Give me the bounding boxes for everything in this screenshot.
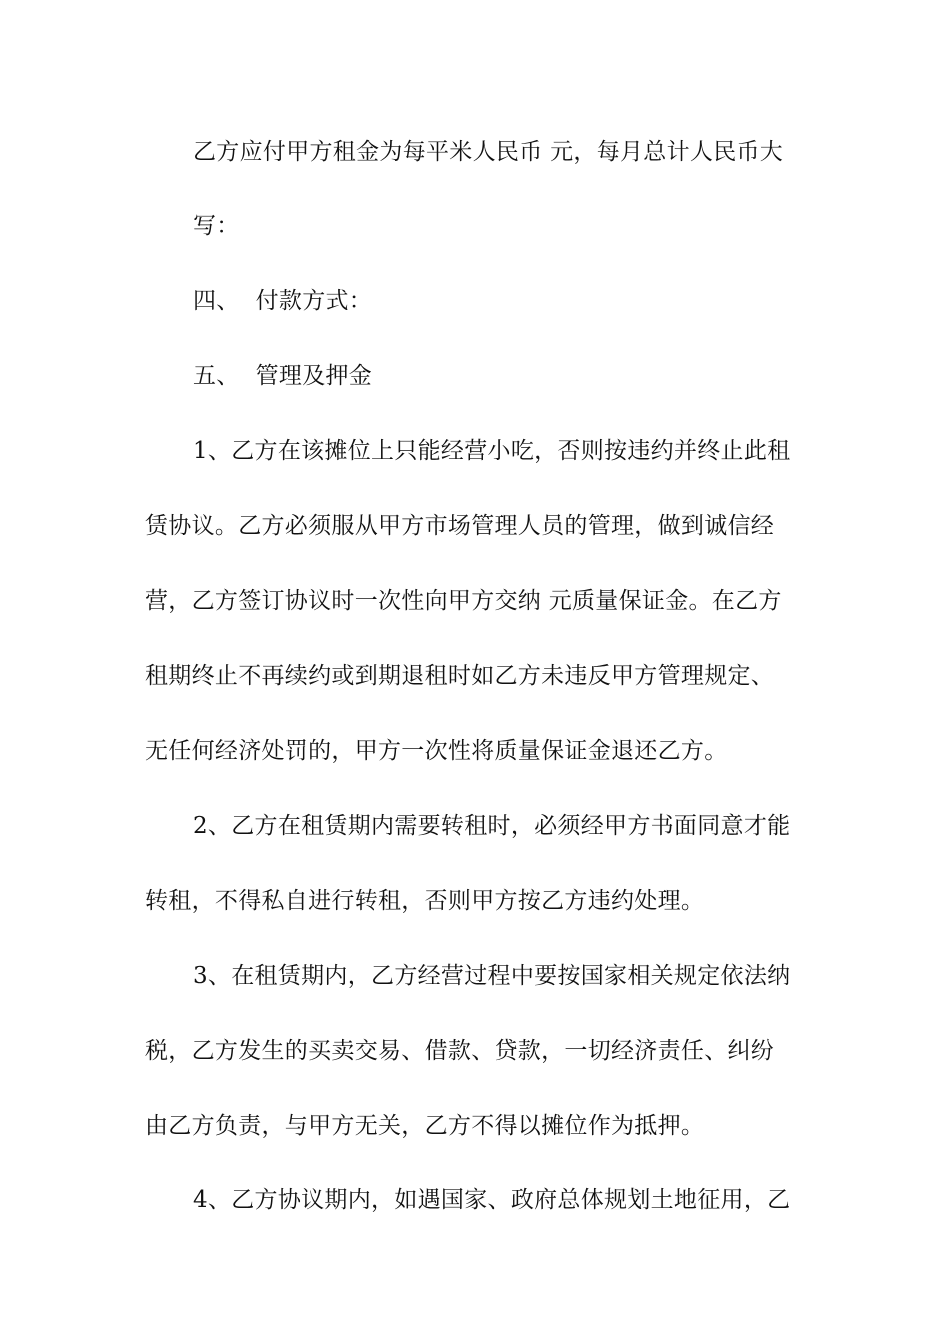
clause-1-line-4: 租期终止不再续约或到期退租时如乙方未违反甲方管理规定、 [145,663,775,689]
clause-3-line-1: 3、在租赁期内，乙方经营过程中要按国家相关规定依法纳 [193,963,791,989]
clause-1-line-1: 1、乙方在该摊位上只能经营小吃，否则按违约并终止此租 [193,438,791,464]
paragraph-rent-line-2: 写： [193,213,240,239]
clause-3-line-2: 税，乙方发生的买卖交易、借款、贷款，一切经济责任、纠纷 [145,1038,775,1064]
section-heading-management [193,360,873,392]
clause-1-line-3: 营，乙方签订协议时一次性向甲方交纳 元质量保证金。在乙方 [145,588,782,614]
clause-1-line-2: 赁协议。乙方必须服从甲方市场管理人员的管理，做到诚信经 [145,513,775,539]
section-heading-payment [193,285,873,317]
section-title: 管理及押金 [255,363,373,389]
clause-2-line-1: 2、乙方在租赁期内需要转租时，必须经甲方书面同意才能 [193,813,791,839]
clause-4-line-1: 4、乙方协议期内，如遇国家、政府总体规划土地征用，乙 [193,1187,791,1213]
section-title: 付款方式： [255,288,373,314]
clause-1-line-5: 无任何经济处罚的，甲方一次性将质量保证金退还乙方。 [145,738,728,764]
section-number: 五、 [193,363,240,389]
section-number: 四、 [193,288,240,314]
clause-3-line-3: 由乙方负责，与甲方无关，乙方不得以摊位作为抵押。 [145,1113,705,1139]
clause-2-line-2: 转租，不得私自进行转租，否则甲方按乙方违约处理。 [145,888,705,914]
paragraph-rent-line-1: 乙方应付甲方租金为每平米人民币 元，每月总计人民币大 [193,139,784,165]
